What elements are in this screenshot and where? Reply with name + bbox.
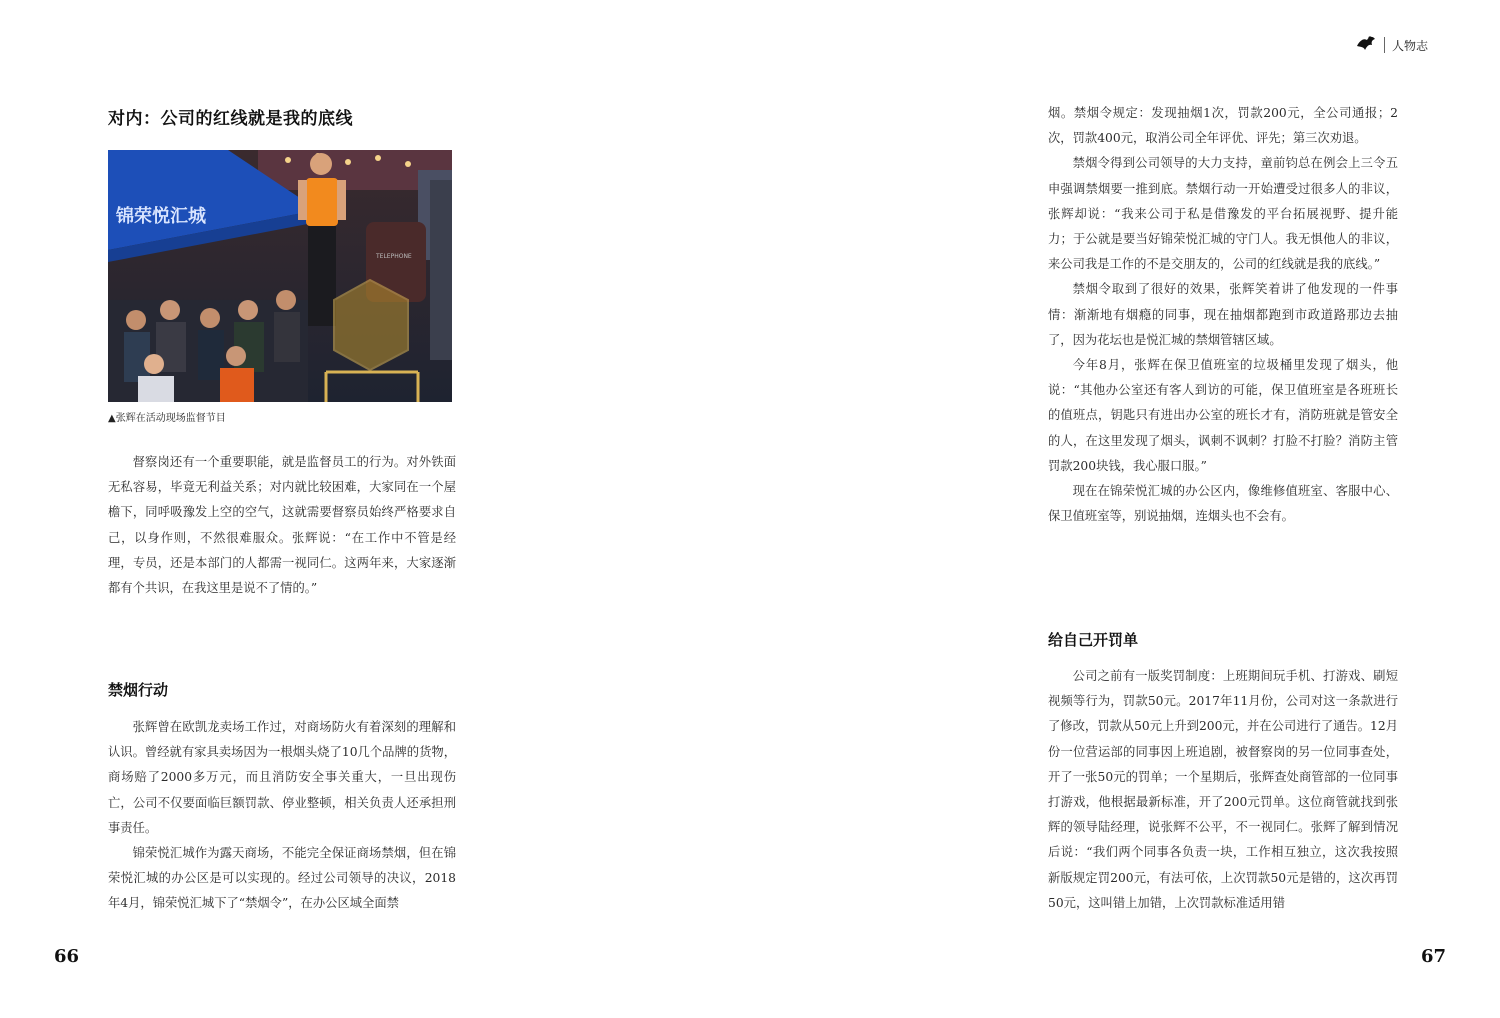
page-number-left: 66: [54, 946, 80, 967]
article-heading: 对内：公司的红线就是我的底线: [108, 109, 353, 129]
subheading-smoking-ban: 禁烟行动: [108, 681, 169, 699]
ink-figure-icon: [1355, 34, 1377, 56]
paragraph: 烟。禁烟令规定：发现抽烟1次，罚款200元，全公司通报；2次，罚款400元，取消公司全年评优、评先；第三次劝退。: [1048, 106, 1398, 146]
paragraph: 张辉曾在欧凯龙卖场工作过，对商场防火有着深刻的理解和认识。曾经就有家具卖场因为一根烟头烧了10几个品牌的货物，商场赔了2000多万元，而且消防安全事关重大，一旦出现伤亡，公司不仅要面临巨额罚款、停业整顿，相关负责人还承担刑事责任。: [108, 720, 456, 835]
left-column-top: [108, 450, 456, 601]
paragraph: 今年8月，张辉在保卫值班室的垃圾桶里发现了烟头，他说：“其他办公室还有客人到访的可能，保卫值班室是各班班长的值班点，钥匙只有进出办公室的班长才有，消防班就是管安全的人，在这里发现了烟头，讽刺不讽刺？打脸不打脸？消防主管罚款200块钱，我心服口服。”: [1048, 358, 1398, 473]
right-column-top: [1048, 101, 1398, 529]
booth-sign-text: TELEPHONE: [376, 253, 412, 260]
subheading-self-fine: 给自己开罚单: [1048, 631, 1139, 649]
paragraph: 禁烟令取到了很好的效果，张辉笑着讲了他发现的一件事情：渐渐地有烟瘾的同事，现在抽烟都跑到市政道路那边去抽了，因为花坛也是悦汇城的禁烟管辖区域。: [1048, 282, 1398, 347]
page-header: [1355, 34, 1428, 56]
header-divider: [1384, 37, 1385, 53]
paragraph: 禁烟令得到公司领导的大力支持，童前钧总在例会上三令五申强调禁烟要一推到底。禁烟行动一开始遭受过很多人的非议，张辉却说：“我来公司于私是借豫发的平台拓展视野、提升能力；于公就是要当好锦荣悦汇城的守门人。我无惧他人的非议，来公司我是工作的不是交朋友的，公司的红线就是我的底线。”: [1048, 156, 1398, 272]
left-column-bottom: [108, 715, 456, 917]
tent-banner-text: 锦荣悦汇城: [116, 206, 206, 227]
event-photo: [108, 150, 452, 402]
page-number-right: 67: [1420, 946, 1446, 967]
section-title: 人物志: [1391, 38, 1428, 53]
paragraph: 锦荣悦汇城作为露天商场，不能完全保证商场禁烟，但在锦荣悦汇城的办公区是可以实现的。经过公司领导的决议，2018年4月，锦荣悦汇城下了“禁烟令”，在办公区域全面禁: [108, 846, 456, 911]
paragraph: 现在在锦荣悦汇城的办公区内，像维修值班室、客服中心、保卫值班室等，别说抽烟，连烟头也不会有。: [1048, 484, 1398, 524]
paragraph: 公司之前有一版奖罚制度：上班期间玩手机、打游戏、刷短视频等行为，罚款50元。2017年11月份，公司对这一条款进行了修改，罚款从50元上升到200元，并在公司进行了通告。12月份一位营运部的同事因上班追剧，被督察岗的另一位同事查处，开了一张50元的罚单；一个星期后，张辉查处商管部的一位同事打游戏，他根据最新标准，开了200元罚单。这位商管就找到张辉的领导陆经理，说张辉不公平，不一视同仁。张辉了解到情况后说：“我们两个同事各负责一块，工作相互独立，这次我按照新版规定罚200元，有法可依，上次罚款50元是错的，这次再罚50元，这叫错上加错，上次罚款标准适用错: [1048, 669, 1398, 910]
photo-caption: ▲张辉在活动现场监督节目: [108, 413, 226, 424]
paragraph: 督察岗还有一个重要职能，就是监督员工的行为。对外铁面无私容易，毕竟无利益关系；对内就比较困难，大家同在一个屋檐下，同呼吸豫发上空的空气，这就需要督察员始终严格要求自己，以身作则，不然很难服众。张辉说：“在工作中不管是经理，专员，还是本部门的人都需一视同仁。这两年来，大家逐渐都有个共识，在我这里是说不了情的。”: [108, 455, 456, 596]
right-column-bottom: [1048, 664, 1398, 916]
